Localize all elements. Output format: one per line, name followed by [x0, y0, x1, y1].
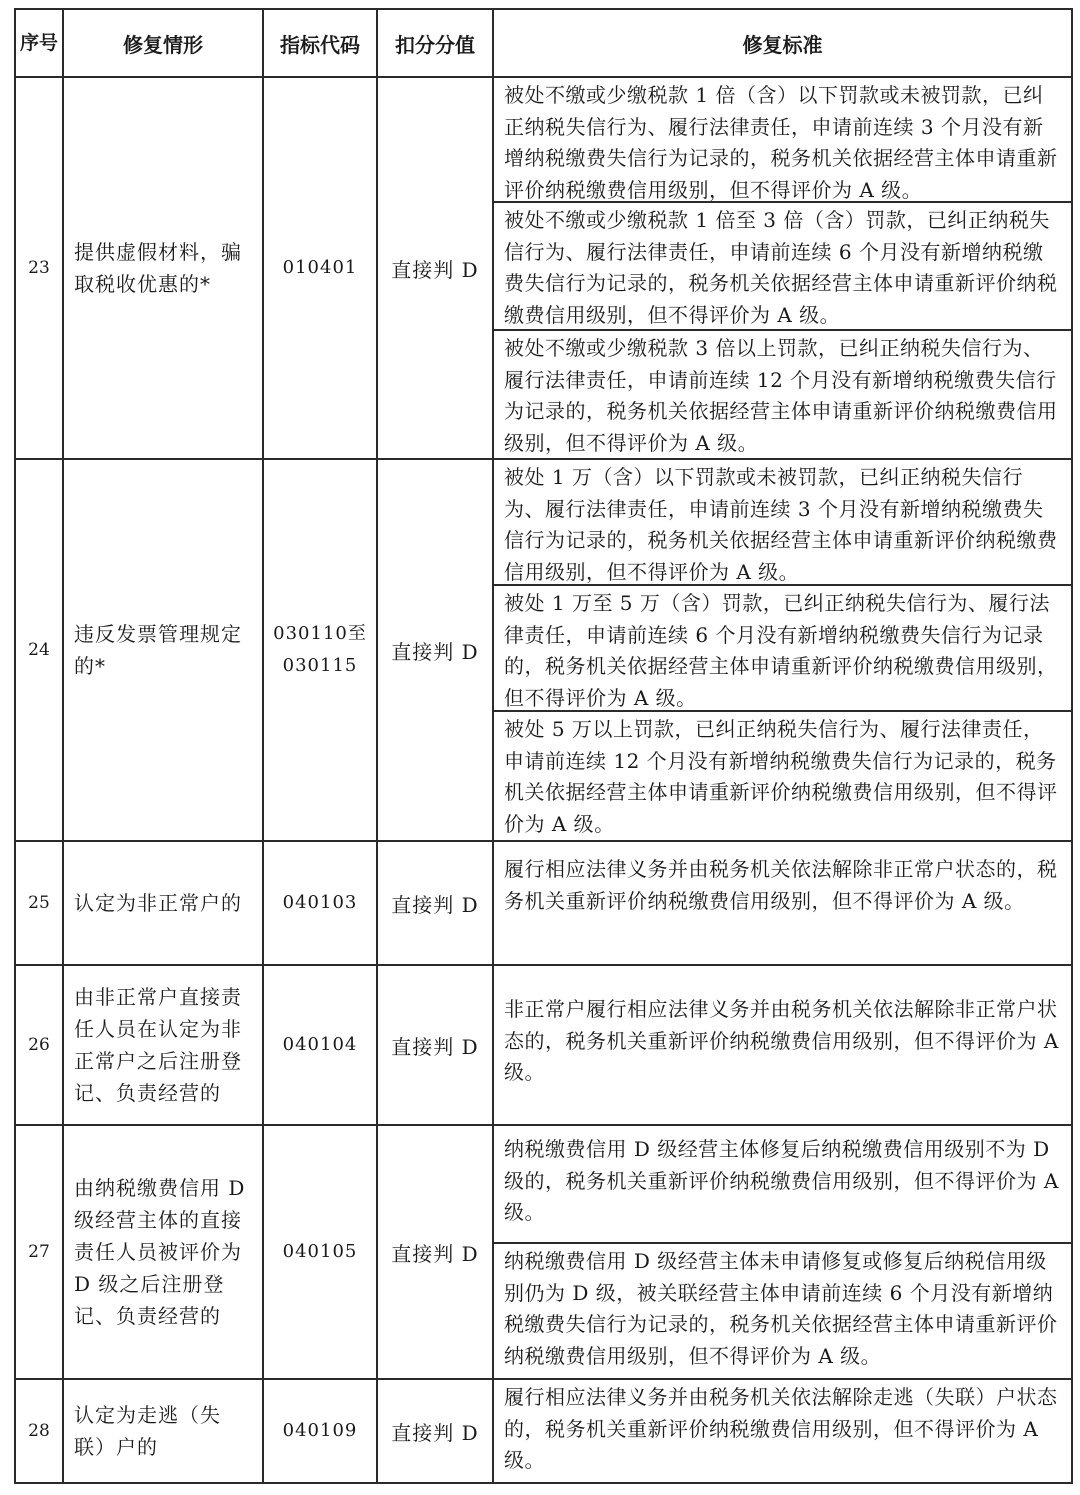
- row-situation: 由非正常户直接责任人员在认定为非正常户之后注册登记、负责经营的: [63, 965, 263, 1125]
- row-code: 040105: [263, 1125, 377, 1379]
- row-standards: [493, 1125, 1072, 1379]
- row-situation: 认定为非正常户的: [63, 841, 263, 965]
- table-row: [15, 965, 1072, 1125]
- row-score: 直接判 D: [377, 965, 493, 1125]
- repair-standard: 被处 1 万至 5 万（含）罚款，已纠正纳税失信行为、履行法律责任，申请前连续 6 个月没有新增纳税缴费失信行为记录的，税务机关依据经营主体申请重新评价纳税缴费信用级别，但不得评价为 A 级。: [494, 586, 1071, 712]
- repair-standard: 被处不缴或少缴税款 3 倍以上罚款，已纠正纳税失信行为、履行法律责任，申请前连续 12 个月没有新增纳税缴费失信行为记录的，税务机关依据经营主体申请重新评价纳税缴费信用级别，但不得评价为 A 级。: [504, 336, 1058, 455]
- credit-repair-table-page: [14, 8, 1071, 1488]
- row-standards: [493, 965, 1072, 1125]
- row-score: 直接判 D: [377, 459, 493, 841]
- row-situation: 由纳税缴费信用 D 级经营主体的直接责任人员被评价为 D 级之后注册登记、负责经营的: [63, 1125, 263, 1379]
- table-header-row: [15, 9, 1072, 77]
- row-score: 直接判 D: [377, 841, 493, 965]
- row-standards: [493, 1379, 1072, 1483]
- header-standard: 修复标准: [493, 9, 1072, 77]
- row-seq: 27: [15, 1125, 63, 1379]
- row-code: 040104: [263, 965, 377, 1125]
- repair-standard: 被处不缴或少缴税款 1 倍（含）以下罚款或未被罚款，已纠正纳税失信行为、履行法律责任，申请前连续 3 个月没有新增纳税缴费失信行为记录的，税务机关依据经营主体申请重新评价纳税缴费信用级别，但不得评价为 A 级。: [494, 78, 1071, 203]
- table-row: [15, 1125, 1072, 1379]
- row-score: 直接判 D: [377, 1379, 493, 1483]
- row-seq: 28: [15, 1379, 63, 1483]
- table-row: [15, 77, 1072, 459]
- row-situation: 认定为走逃（失联）户的: [63, 1379, 263, 1483]
- row-situation: 提供虚假材料，骗取税收优惠的*: [63, 77, 263, 459]
- row-code: 030110至030115: [263, 459, 377, 841]
- row-seq: 23: [15, 77, 63, 459]
- row-score: 直接判 D: [377, 77, 493, 459]
- table-row: [15, 1379, 1072, 1483]
- repair-standard: 被处不缴或少缴税款 1 倍至 3 倍（含）罚款，已纠正纳税失信行为、履行法律责任，申请前连续 6 个月没有新增纳税缴费失信行为记录的，税务机关依据经营主体申请重新评价纳税缴费信用级别，但不得评价为 A 级。: [494, 203, 1071, 331]
- header-situation: 修复情形: [63, 9, 263, 77]
- repair-standard: 被处 5 万以上罚款，已纠正纳税失信行为、履行法律责任，申请前连续 12 个月没有新增纳税缴费失信行为记录的，税务机关依据经营主体申请重新评价纳税缴费信用级别，但不得评价为 A 级。: [504, 717, 1058, 836]
- row-seq: 26: [15, 965, 63, 1125]
- row-code: 040109: [263, 1379, 377, 1483]
- repair-standard: 履行相应法律义务并由税务机关依法解除走逃（失联）户状态的，税务机关重新评价纳税缴费信用级别，但不得评价为 A 级。: [504, 1385, 1058, 1472]
- row-standards: [493, 841, 1072, 965]
- header-score: 扣分分值: [377, 9, 493, 77]
- row-score: 直接判 D: [377, 1125, 493, 1379]
- row-code: 010401: [263, 77, 377, 459]
- row-standards: [493, 77, 1072, 459]
- row-code: 040103: [263, 841, 377, 965]
- credit-repair-table: [14, 8, 1073, 1484]
- table-row: [15, 841, 1072, 965]
- row-situation: 违反发票管理规定的*: [63, 459, 263, 841]
- repair-standard: 非正常户履行相应法律义务并由税务机关依法解除非正常户状态的，税务机关重新评价纳税缴费信用级别，但不得评价为 A 级。: [504, 997, 1059, 1084]
- row-standards: [493, 459, 1072, 841]
- repair-standard: 纳税缴费信用 D 级经营主体未申请修复或修复后纳税信用级别仍为 D 级，被关联经营主体申请前连续 6 个月没有新增纳税缴费失信行为记录的，税务机关依据经营主体申请重新评价纳税缴费信用级别，但不得评价为 A 级。: [504, 1249, 1058, 1368]
- row-seq: 25: [15, 841, 63, 965]
- header-code: 指标代码: [263, 9, 377, 77]
- header-seq: 序号: [15, 9, 63, 77]
- table-row: [15, 459, 1072, 841]
- repair-standard: 被处 1 万（含）以下罚款或未被罚款，已纠正纳税失信行为、履行法律责任，申请前连续 3 个月没有新增纳税缴费失信行为记录的，税务机关依据经营主体申请重新评价纳税缴费信用级别，但不得评价为 A 级。: [494, 460, 1071, 586]
- repair-standard: 履行相应法律义务并由税务机关依法解除非正常户状态的，税务机关重新评价纳税缴费信用级别，但不得评价为 A 级。: [504, 857, 1058, 913]
- repair-standard: 纳税缴费信用 D 级经营主体修复后纳税缴费信用级别不为 D 级的，税务机关重新评价纳税缴费信用级别，但不得评价为 A 级。: [494, 1126, 1071, 1244]
- row-seq: 24: [15, 459, 63, 841]
